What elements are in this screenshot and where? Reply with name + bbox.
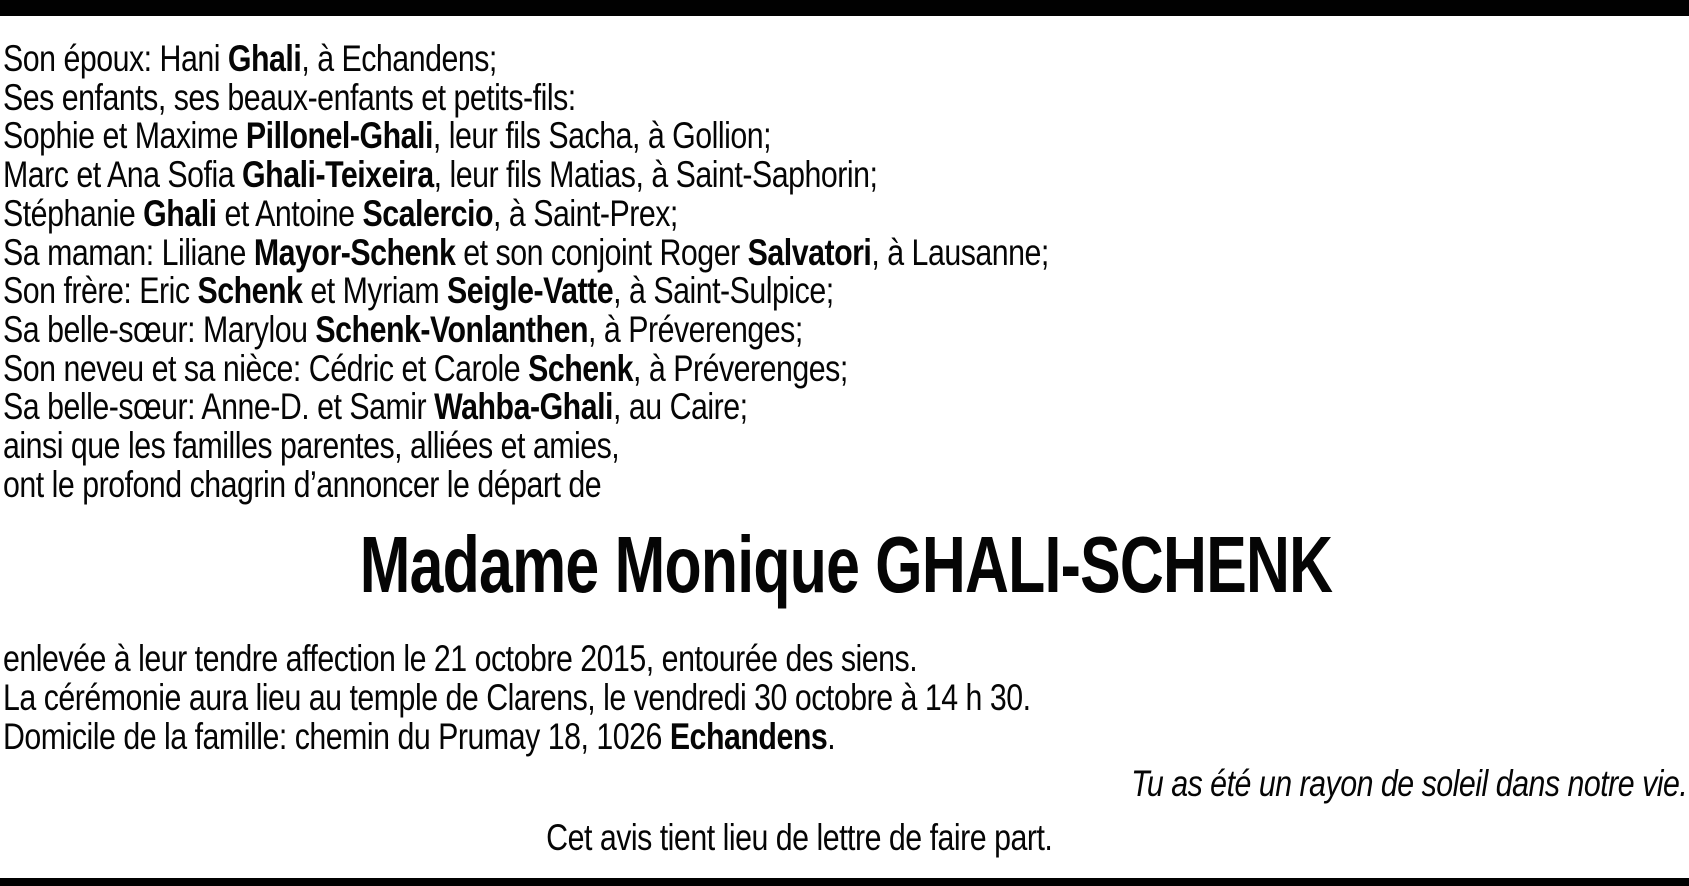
notice-text: Son frère: Eric (3, 270, 198, 312)
memorial-quote: Tu as été un rayon de soleil dans notre vie. (1131, 762, 1688, 804)
family-name-bold: Ghali-Teixeira (242, 154, 434, 196)
notice-text: . (827, 715, 836, 757)
notice-line (3, 272, 1386, 311)
notice-text: , à Préverenges; (633, 347, 848, 389)
notice-text: Son époux: Hani (3, 38, 228, 79)
notice-text: Ses enfants, ses beaux-enfants et petits-fils: (3, 76, 576, 118)
notice-line (3, 347, 1386, 389)
notice-text: , à Lausanne; (871, 231, 1049, 273)
notice-text: et son conjoint Roger (455, 231, 748, 273)
notice-text: Sa belle-sœur: Anne-D. et Samir (3, 386, 435, 428)
family-name-bold: Scalercio (362, 192, 494, 234)
family-name-bold: Pillonel-Ghali (245, 115, 433, 157)
notice-text: et Myriam (302, 270, 448, 312)
notice-text: La cérémonie aura lieu au temple de Clarens, le vendredi 30 octobre à 14 h 30. (3, 677, 1031, 719)
notice-line (3, 117, 1386, 156)
notice-text: , au Caire; (612, 386, 748, 428)
top-rule-bar (0, 0, 1689, 16)
notice-line (3, 427, 1386, 466)
notice-line (3, 156, 1386, 195)
notice-text: Sa maman: Liliane (3, 231, 254, 273)
notice-text: Sa belle-sœur: Marylou (3, 308, 316, 350)
deceased-name: Madame Monique GHALI-SCHENK (359, 520, 1333, 610)
ceremony-details-section (3, 640, 1689, 756)
notice-text: Marc et Ana Sofia (3, 154, 243, 196)
notice-text: et Antoine (216, 192, 363, 234)
notice-line (3, 76, 1386, 118)
notice-line (3, 679, 1386, 718)
notice-text: enlevée à leur tendre affection le 21 octobre 2015, entourée des siens. (3, 638, 918, 680)
notice-text: , leur fils Sacha, à Gollion; (432, 115, 772, 157)
family-name-bold: Ghali (227, 38, 302, 79)
notice-text: Domicile de la famille: chemin du Prumay 18, 1026 (3, 715, 670, 757)
family-name-bold: Schenk (197, 270, 303, 312)
notice-line (3, 463, 1386, 505)
family-name-bold: Schenk-Vonlanthen (315, 308, 589, 350)
bottom-rule-bar (0, 878, 1689, 886)
notice-line (3, 231, 1386, 273)
family-name-bold: Salvatori (747, 231, 872, 273)
obituary-notice (0, 16, 1689, 858)
notice-line (3, 715, 1386, 757)
family-name-bold: Ghali (143, 192, 217, 234)
notice-text: , à Echandens; (301, 38, 497, 79)
notice-text: , à Saint-Prex; (493, 192, 678, 234)
family-name-bold: Wahba-Ghali (434, 386, 613, 428)
family-name-bold: Schenk (528, 347, 634, 389)
notice-line (3, 192, 1386, 234)
family-lines-section (3, 40, 1689, 504)
notice-text: Son neveu et sa nièce: Cédric et Carole (3, 347, 529, 389)
family-name-bold: Echandens (669, 715, 828, 757)
notice-text: ont le profond chagrin d’annoncer le départ de (3, 463, 602, 505)
notice-text: , leur fils Matias, à Saint-Saphorin; (433, 154, 878, 196)
notice-line (3, 388, 1386, 427)
notice-line (3, 308, 1386, 350)
family-name-bold: Mayor-Schenk (253, 231, 456, 273)
notice-line (3, 40, 1386, 79)
family-name-bold: Seigle-Vatte (447, 270, 614, 312)
notice-text: , à Saint-Sulpice; (613, 270, 834, 312)
notice-line (3, 640, 1386, 679)
notice-text: , à Préverenges; (588, 308, 803, 350)
notice-text: Sophie et Maxime (3, 115, 246, 157)
notice-text: Stéphanie (3, 192, 144, 234)
closing-line: Cet avis tient lieu de lettre de faire part. (546, 817, 1053, 859)
notice-text: ainsi que les familles parentes, alliées et amies, (3, 425, 620, 467)
